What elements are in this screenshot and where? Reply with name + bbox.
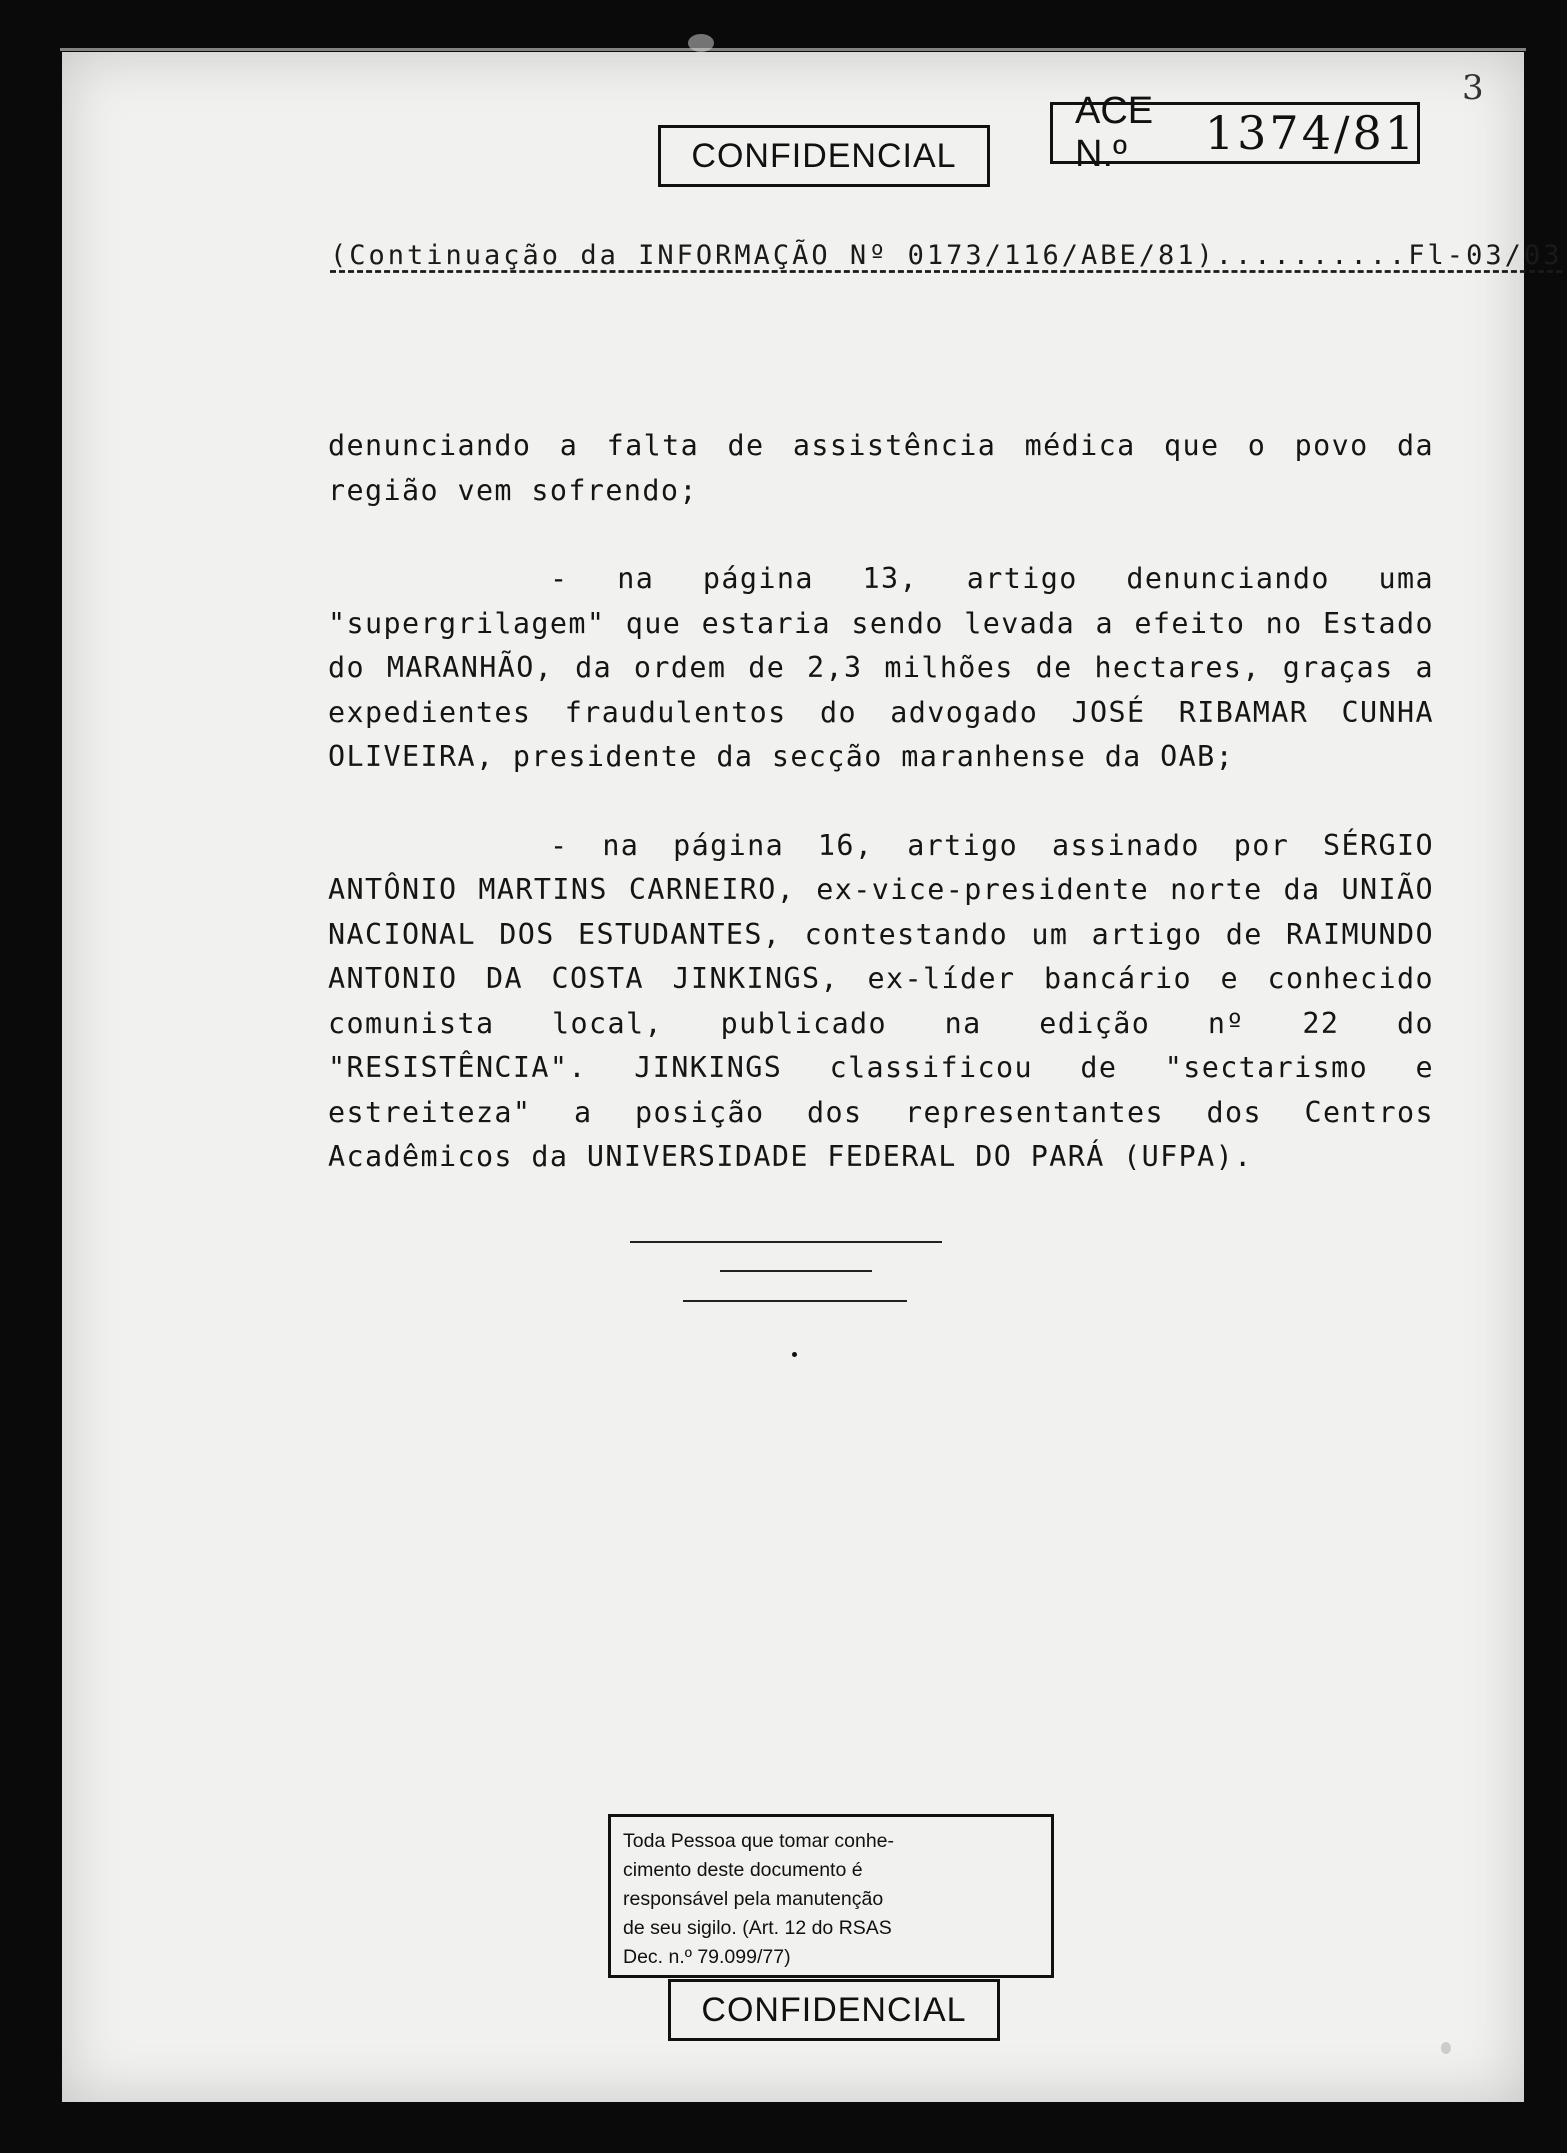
body-paragraph-3: - na página 16, artigo assinado por SÉRGIO ANTÔNIO MARTINS CARNEIRO, ex-vice-presidente norte da UNIÃO NACIONAL DOS ESTUDANTES, contestando um artigo de RAIMUNDO ANTONIO DA COSTA JINKINGS, ex-líder bancário e conhecido comunista local, publicado na edição nº 22 do "RESISTÊNCIA". JINKINGS classificou de "sectarismo e estreiteza" a posição dos representantes dos Centros Acadêmicos da UNIVERSIDADE FEDERAL DO PARÁ (UFPA). [328, 828, 1434, 1173]
confidential-stamp-bottom: CONFIDENCIAL [668, 1979, 1000, 2041]
page-number-mark: 3 [1462, 68, 1484, 108]
document-body [328, 424, 1434, 1180]
ace-number: 1374/81 [1204, 106, 1417, 160]
notice-line-3: responsável pela manutenção [623, 1888, 884, 1910]
confidentiality-notice-box [608, 1814, 1054, 1978]
confidential-stamp-top: CONFIDENCIAL [658, 125, 990, 187]
body-paragraph-2: - na página 13, artigo denunciando uma "supergrilagem" que estaria sendo levada a efeito no Estado do MARANHÃO, da ordem de 2,3 milhões de hectares, graças a expedientes fraudulentos do advogado JOSÉ RIBAMAR CUNHA OLIVEIRA, presidente da secção maranhense da OAB; [328, 562, 1434, 773]
closing-rule-1 [630, 1241, 942, 1243]
notice-line-5: Dec. n.º 79.099/77) [623, 1946, 791, 1968]
body-paragraph-1: denunciando a falta de assistência médica que o povo da região vem sofrendo; [328, 429, 1434, 507]
scan-speck [1441, 2042, 1451, 2054]
notice-line-2: cimento deste documento é [623, 1859, 863, 1881]
closing-rule-3 [683, 1300, 907, 1302]
ace-number-stamp [1050, 90, 1420, 175]
scan-speck [688, 34, 714, 52]
ace-label: ACE N.º [1075, 90, 1154, 175]
continuation-header: (Continuação da INFORMAÇÃO Nº 0173/116/ABE/81)..........Fl-03/03 [330, 240, 1563, 271]
page-top-edge [60, 48, 1526, 51]
notice-line-1: Toda Pessoa que tomar conhe- [623, 1830, 895, 1852]
scan-speck [792, 1352, 797, 1357]
notice-line-4: de seu sigilo. (Art. 12 do RSAS [623, 1917, 892, 1939]
closing-rule-2 [720, 1270, 872, 1272]
